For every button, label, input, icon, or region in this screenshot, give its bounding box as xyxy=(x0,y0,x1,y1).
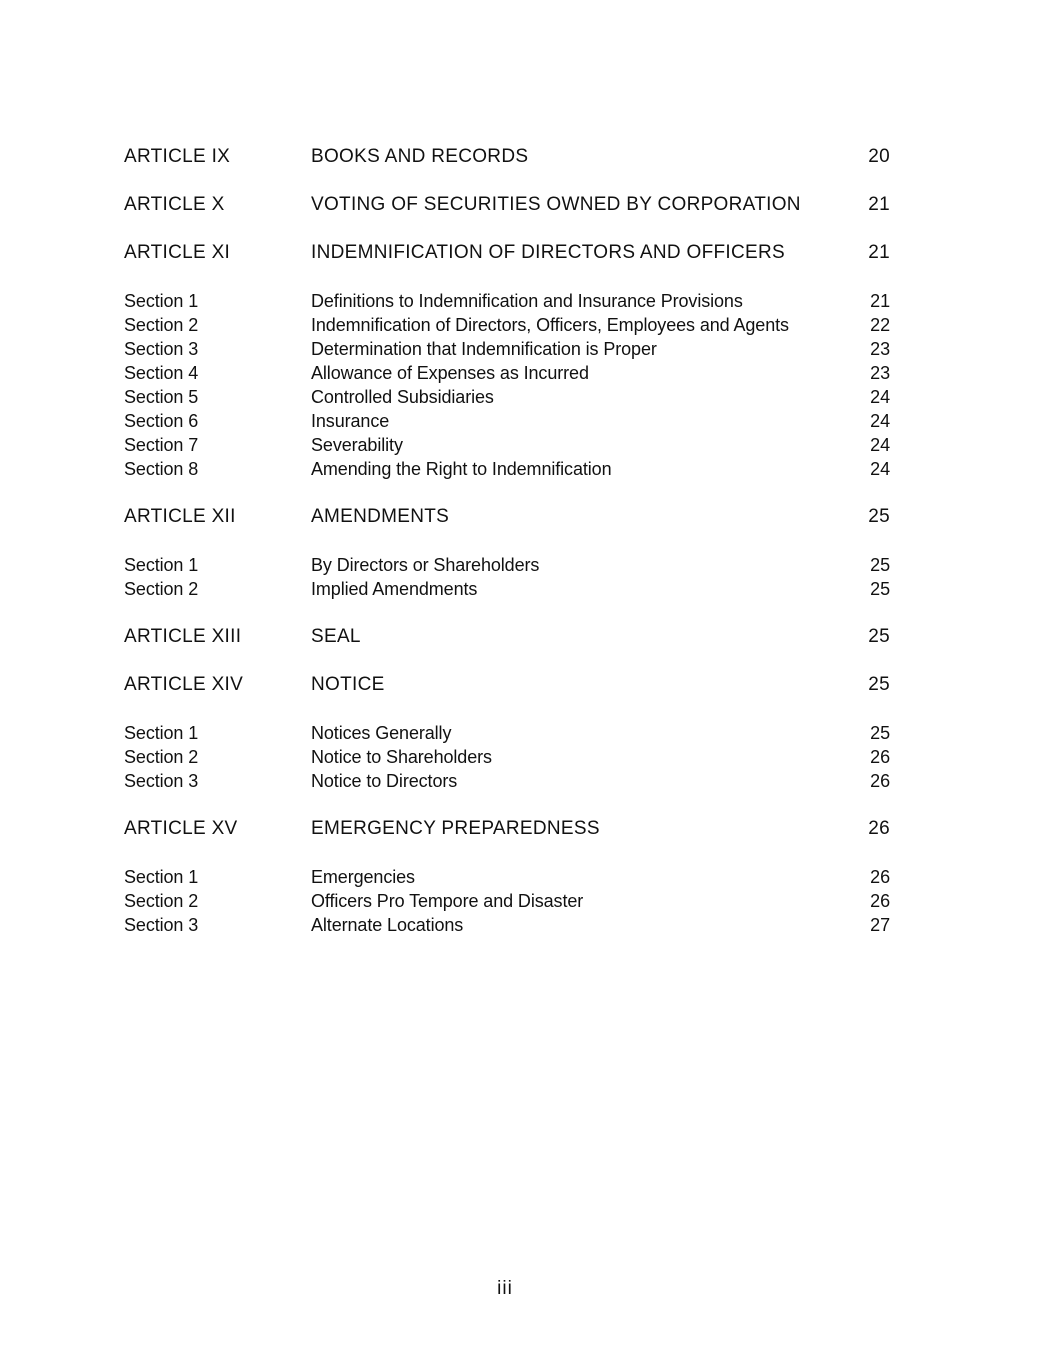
section-entry-title: Allowance of Expenses as Incurred xyxy=(311,363,589,383)
section-entry-label: Section 8 xyxy=(124,459,199,479)
section-entry-label: Section 4 xyxy=(124,363,199,383)
section-entry xyxy=(124,769,890,793)
article-entry-title: INDEMNIFICATION OF DIRECTORS AND OFFICERS xyxy=(311,242,785,263)
toc-article xyxy=(124,145,890,169)
section-entry-label: Section 6 xyxy=(124,411,199,431)
section-entry-page-number: 25 xyxy=(870,555,890,575)
section-entry xyxy=(124,361,890,385)
article-entry xyxy=(124,817,890,841)
section-list xyxy=(124,553,890,601)
article-entry xyxy=(124,625,890,649)
article-entry xyxy=(124,241,890,265)
article-entry-title: VOTING OF SECURITIES OWNED BY CORPORATION xyxy=(311,194,801,215)
section-entry-title: Notices Generally xyxy=(311,723,452,743)
article-entry-title: AMENDMENTS xyxy=(311,506,450,527)
section-entry xyxy=(124,313,890,337)
section-entry-page-number: 23 xyxy=(870,363,890,383)
section-entry xyxy=(124,433,890,457)
section-entry-label: Section 5 xyxy=(124,387,199,407)
section-entry xyxy=(124,577,890,601)
article-entry xyxy=(124,505,890,529)
section-entry-title: Notice to Directors xyxy=(311,771,458,791)
toc-article xyxy=(124,817,890,841)
section-entry-title: Severability xyxy=(311,435,403,455)
section-entry-page-number: 21 xyxy=(870,291,890,311)
article-entry-page-number: 25 xyxy=(868,674,890,695)
section-entry xyxy=(124,289,890,313)
section-list xyxy=(124,865,890,937)
section-entry-page-number: 23 xyxy=(870,339,890,359)
section-entry-title: Emergencies xyxy=(311,867,415,887)
section-entry xyxy=(124,745,890,769)
article-entry-title: NOTICE xyxy=(311,674,385,695)
section-entry-title: By Directors or Shareholders xyxy=(311,555,540,575)
section-entry-label: Section 2 xyxy=(124,891,199,911)
section-entry-page-number: 24 xyxy=(870,387,890,407)
section-entry-label: Section 3 xyxy=(124,915,199,935)
section-entry-title: Amending the Right to Indemnification xyxy=(311,459,612,479)
section-entry xyxy=(124,553,890,577)
section-entry-title: Officers Pro Tempore and Disaster xyxy=(311,891,584,911)
table-of-contents xyxy=(124,145,890,961)
article-entry-page-number: 26 xyxy=(868,818,890,839)
article-entry-page-number: 25 xyxy=(868,626,890,647)
toc-article xyxy=(124,241,890,265)
section-entry-label: Section 1 xyxy=(124,723,199,743)
section-entry-title: Alternate Locations xyxy=(311,915,464,935)
section-entry-title: Notice to Shareholders xyxy=(311,747,492,767)
toc-article xyxy=(124,625,890,649)
section-list xyxy=(124,289,890,481)
section-entry-page-number: 25 xyxy=(870,579,890,599)
article-entry-page-number: 21 xyxy=(868,194,890,215)
section-entry-page-number: 26 xyxy=(870,891,890,911)
section-entry-title: Controlled Subsidiaries xyxy=(311,387,494,407)
section-entry-label: Section 2 xyxy=(124,579,199,599)
section-entry-label: Section 1 xyxy=(124,555,199,575)
section-entry-label: Section 1 xyxy=(124,291,199,311)
article-entry xyxy=(124,145,890,169)
section-entry xyxy=(124,721,890,745)
section-entry xyxy=(124,889,890,913)
section-entry-title: Implied Amendments xyxy=(311,579,478,599)
article-entry-label: ARTICLE X xyxy=(124,194,225,215)
section-list xyxy=(124,721,890,793)
article-entry-label: ARTICLE IX xyxy=(124,146,231,167)
toc-article xyxy=(124,673,890,697)
article-entry-label: ARTICLE XII xyxy=(124,506,236,527)
section-entry-page-number: 24 xyxy=(870,411,890,431)
section-entry xyxy=(124,913,890,937)
section-entry xyxy=(124,457,890,481)
section-entry-page-number: 22 xyxy=(870,315,890,335)
toc-article xyxy=(124,505,890,529)
page-number: iii xyxy=(497,1278,513,1299)
section-entry-page-number: 24 xyxy=(870,435,890,455)
article-entry-page-number: 25 xyxy=(868,506,890,527)
section-entry-title: Insurance xyxy=(311,411,390,431)
section-entry-page-number: 25 xyxy=(870,723,890,743)
section-entry-page-number: 26 xyxy=(870,771,890,791)
article-entry-label: ARTICLE XI xyxy=(124,242,231,263)
article-entry xyxy=(124,673,890,697)
article-entry-title: EMERGENCY PREPAREDNESS xyxy=(311,818,600,839)
section-entry xyxy=(124,409,890,433)
toc-article xyxy=(124,193,890,217)
section-entry-label: Section 1 xyxy=(124,867,199,887)
article-entry-label: ARTICLE XIV xyxy=(124,674,244,695)
article-entry-page-number: 21 xyxy=(868,242,890,263)
section-entry-title: Determination that Indemnification is Proper xyxy=(311,339,657,359)
section-entry-page-number: 26 xyxy=(870,747,890,767)
article-entry-title: SEAL xyxy=(311,626,361,647)
section-entry-label: Section 3 xyxy=(124,339,199,359)
article-entry-label: ARTICLE XIII xyxy=(124,626,242,647)
article-entry-page-number: 20 xyxy=(868,146,890,167)
section-entry-label: Section 7 xyxy=(124,435,199,455)
section-entry-title: Definitions to Indemnification and Insurance Provisions xyxy=(311,291,743,311)
section-entry xyxy=(124,865,890,889)
article-entry-title: BOOKS AND RECORDS xyxy=(311,146,529,167)
section-entry-label: Section 2 xyxy=(124,315,199,335)
section-entry-page-number: 24 xyxy=(870,459,890,479)
section-entry-title: Indemnification of Directors, Officers, Employees and Agents xyxy=(311,315,789,335)
section-entry-page-number: 27 xyxy=(870,915,890,935)
article-entry-label: ARTICLE XV xyxy=(124,818,238,839)
section-entry xyxy=(124,385,890,409)
section-entry xyxy=(124,337,890,361)
section-entry-label: Section 2 xyxy=(124,747,199,767)
article-entry xyxy=(124,193,890,217)
section-entry-label: Section 3 xyxy=(124,771,199,791)
section-entry-page-number: 26 xyxy=(870,867,890,887)
